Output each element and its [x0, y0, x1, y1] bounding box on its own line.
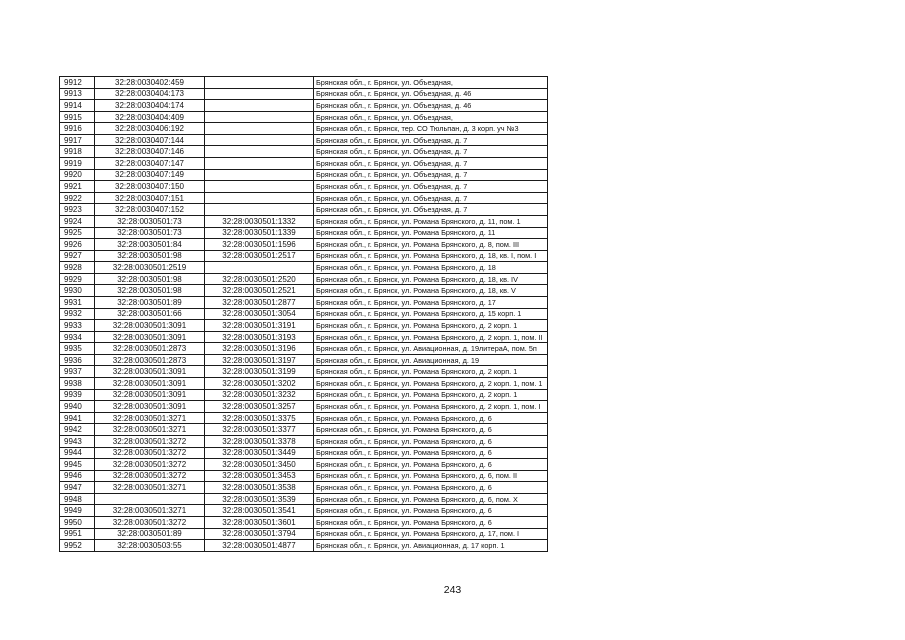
- cadastral-number-cell: 32:28:0030406:192: [95, 123, 205, 135]
- table-row: [60, 239, 548, 251]
- address-cell: Брянская обл., г. Брянск, ул. Романа Брянского, д. 18, кв. I, пом. I: [314, 250, 548, 262]
- cadastral-number-cell: 32:28:0030501:3091: [95, 320, 205, 332]
- linked-cadastral-number-cell: 32:28:0030501:2877: [205, 296, 314, 308]
- row-number-cell: 9927: [60, 250, 95, 262]
- linked-cadastral-number-cell: [205, 204, 314, 216]
- address-cell: Брянская обл., г. Брянск, тер. СО Тюльпан, д. 3 корп. уч №3: [314, 123, 548, 135]
- row-number-cell: 9928: [60, 262, 95, 274]
- address-cell: Брянская обл., г. Брянск, ул. Романа Брянского, д. 2 корп. 1: [314, 389, 548, 401]
- row-number-cell: 9918: [60, 146, 95, 158]
- table-row: [60, 308, 548, 320]
- table-row: [60, 528, 548, 540]
- linked-cadastral-number-cell: [205, 111, 314, 123]
- address-cell: Брянская обл., г. Брянск, ул. Романа Брянского, д. 2 корп. 1: [314, 320, 548, 332]
- address-cell: Брянская обл., г. Брянск, ул. Объездная, д. 7: [314, 169, 548, 181]
- cadastral-number-cell: 32:28:0030402:459: [95, 77, 205, 89]
- row-number-cell: 9913: [60, 88, 95, 100]
- address-cell: Брянская обл., г. Брянск, ул. Романа Брянского, д. 18, кв. V: [314, 285, 548, 297]
- address-cell: Брянская обл., г. Брянск, ул. Романа Брянского, д. 2 корп. 1, пом. II: [314, 331, 548, 343]
- table-row: [60, 516, 548, 528]
- linked-cadastral-number-cell: [205, 146, 314, 158]
- address-cell: Брянская обл., г. Брянск, ул. Авиационная, д. 17 корп. 1: [314, 540, 548, 552]
- cadastral-number-cell: 32:28:0030407:151: [95, 192, 205, 204]
- row-number-cell: 9931: [60, 296, 95, 308]
- linked-cadastral-number-cell: 32:28:0030501:3375: [205, 412, 314, 424]
- linked-cadastral-number-cell: 32:28:0030501:3538: [205, 482, 314, 494]
- address-cell: Брянская обл., г. Брянск, ул. Романа Брянского, д. 11: [314, 227, 548, 239]
- cadastral-number-cell: 32:28:0030501:3272: [95, 516, 205, 528]
- address-cell: Брянская обл., г. Брянск, ул. Романа Брянского, д. 6: [314, 482, 548, 494]
- cadastral-number-cell: 32:28:0030501:84: [95, 239, 205, 251]
- linked-cadastral-number-cell: [205, 181, 314, 193]
- cadastral-number-cell: 32:28:0030501:89: [95, 296, 205, 308]
- table-row: [60, 100, 548, 112]
- address-cell: Брянская обл., г. Брянск, ул. Объездная,: [314, 77, 548, 89]
- address-cell: Брянская обл., г. Брянск, ул. Романа Брянского, д. 6: [314, 412, 548, 424]
- table-row: [60, 296, 548, 308]
- row-number-cell: 9946: [60, 470, 95, 482]
- row-number-cell: 9940: [60, 401, 95, 413]
- row-number-cell: 9949: [60, 505, 95, 517]
- address-cell: Брянская обл., г. Брянск, ул. Романа Брянского, д. 2 корп. 1: [314, 366, 548, 378]
- linked-cadastral-number-cell: 32:28:0030501:3202: [205, 378, 314, 390]
- row-number-cell: 9944: [60, 447, 95, 459]
- linked-cadastral-number-cell: 32:28:0030501:3449: [205, 447, 314, 459]
- linked-cadastral-number-cell: 32:28:0030501:1596: [205, 239, 314, 251]
- table-row: [60, 320, 548, 332]
- address-cell: Брянская обл., г. Брянск, ул. Романа Брянского, д. 6, пом. X: [314, 493, 548, 505]
- row-number-cell: 9934: [60, 331, 95, 343]
- row-number-cell: 9920: [60, 169, 95, 181]
- address-cell: Брянская обл., г. Брянск, ул. Авиационная, д. 19литераА, пом. 5п: [314, 343, 548, 355]
- linked-cadastral-number-cell: [205, 192, 314, 204]
- table-row: [60, 158, 548, 170]
- cadastral-number-cell: 32:28:0030503:55: [95, 540, 205, 552]
- linked-cadastral-number-cell: 32:28:0030501:3199: [205, 366, 314, 378]
- linked-cadastral-number-cell: [205, 77, 314, 89]
- cadastral-number-cell: 32:28:0030501:3091: [95, 366, 205, 378]
- linked-cadastral-number-cell: 32:28:0030501:2520: [205, 273, 314, 285]
- table-row: [60, 250, 548, 262]
- row-number-cell: 9924: [60, 215, 95, 227]
- linked-cadastral-number-cell: [205, 262, 314, 274]
- row-number-cell: 9952: [60, 540, 95, 552]
- address-cell: Брянская обл., г. Брянск, ул. Романа Брянского, д. 2 корп. 1, пом. 1: [314, 378, 548, 390]
- table-row: [60, 505, 548, 517]
- cadastral-number-cell: 32:28:0030501:3271: [95, 424, 205, 436]
- cadastral-number-cell: 32:28:0030407:152: [95, 204, 205, 216]
- address-cell: Брянская обл., г. Брянск, ул. Объездная, д. 7: [314, 146, 548, 158]
- table-row: [60, 435, 548, 447]
- row-number-cell: 9922: [60, 192, 95, 204]
- linked-cadastral-number-cell: [205, 169, 314, 181]
- address-cell: Брянская обл., г. Брянск, ул. Объездная, д. 46: [314, 88, 548, 100]
- linked-cadastral-number-cell: 32:28:0030501:3377: [205, 424, 314, 436]
- cadastral-number-cell: [95, 493, 205, 505]
- table-row: [60, 262, 548, 274]
- row-number-cell: 9930: [60, 285, 95, 297]
- address-cell: Брянская обл., г. Брянск, ул. Объездная, д. 7: [314, 192, 548, 204]
- address-cell: Брянская обл., г. Брянск, ул. Романа Брянского, д. 11, пом. 1: [314, 215, 548, 227]
- cadastral-number-cell: 32:28:0030501:3271: [95, 482, 205, 494]
- table-row: [60, 88, 548, 100]
- linked-cadastral-number-cell: 32:28:0030501:3601: [205, 516, 314, 528]
- cadastral-number-cell: 32:28:0030501:3091: [95, 331, 205, 343]
- cadastral-number-cell: 32:28:0030404:174: [95, 100, 205, 112]
- cadastral-number-cell: 32:28:0030501:3091: [95, 389, 205, 401]
- row-number-cell: 9938: [60, 378, 95, 390]
- row-number-cell: 9925: [60, 227, 95, 239]
- address-cell: Брянская обл., г. Брянск, ул. Романа Брянского, д. 6: [314, 447, 548, 459]
- address-cell: Брянская обл., г. Брянск, ул. Романа Брянского, д. 6: [314, 424, 548, 436]
- linked-cadastral-number-cell: [205, 100, 314, 112]
- address-cell: Брянская обл., г. Брянск, ул. Романа Брянского, д. 6: [314, 516, 548, 528]
- address-cell: Брянская обл., г. Брянск, ул. Объездная,: [314, 111, 548, 123]
- row-number-cell: 9912: [60, 77, 95, 89]
- address-cell: Брянская обл., г. Брянск, ул. Романа Брянского, д. 6, пом. II: [314, 470, 548, 482]
- row-number-cell: 9919: [60, 158, 95, 170]
- linked-cadastral-number-cell: 32:28:0030501:3541: [205, 505, 314, 517]
- row-number-cell: 9916: [60, 123, 95, 135]
- table-row: [60, 181, 548, 193]
- table-row: [60, 459, 548, 471]
- linked-cadastral-number-cell: [205, 158, 314, 170]
- table-row: [60, 204, 548, 216]
- address-cell: Брянская обл., г. Брянск, ул. Объездная, д. 7: [314, 158, 548, 170]
- linked-cadastral-number-cell: 32:28:0030501:2517: [205, 250, 314, 262]
- cadastral-number-cell: 32:28:0030501:2873: [95, 354, 205, 366]
- page-number: 243: [443, 584, 462, 596]
- linked-cadastral-number-cell: 32:28:0030501:1339: [205, 227, 314, 239]
- table-row: [60, 111, 548, 123]
- address-cell: Брянская обл., г. Брянск, ул. Романа Брянского, д. 6: [314, 435, 548, 447]
- row-number-cell: 9951: [60, 528, 95, 540]
- row-number-cell: 9929: [60, 273, 95, 285]
- row-number-cell: 9945: [60, 459, 95, 471]
- address-cell: Брянская обл., г. Брянск, ул. Объездная, д. 7: [314, 204, 548, 216]
- cadastral-number-cell: 32:28:0030501:2519: [95, 262, 205, 274]
- row-number-cell: 9933: [60, 320, 95, 332]
- address-cell: Брянская обл., г. Брянск, ул. Романа Брянского, д. 6: [314, 459, 548, 471]
- table-row: [60, 215, 548, 227]
- row-number-cell: 9939: [60, 389, 95, 401]
- row-number-cell: 9941: [60, 412, 95, 424]
- cadastral-number-cell: 32:28:0030501:3091: [95, 401, 205, 413]
- address-cell: Брянская обл., г. Брянск, ул. Романа Брянского, д. 8, пом. III: [314, 239, 548, 251]
- register-table-body: [60, 77, 548, 552]
- table-row: [60, 354, 548, 366]
- linked-cadastral-number-cell: [205, 88, 314, 100]
- table-row: [60, 378, 548, 390]
- cadastral-number-cell: 32:28:0030407:144: [95, 134, 205, 146]
- table-row: [60, 401, 548, 413]
- linked-cadastral-number-cell: [205, 123, 314, 135]
- linked-cadastral-number-cell: 32:28:0030501:3232: [205, 389, 314, 401]
- table-row: [60, 192, 548, 204]
- cadastral-number-cell: 32:28:0030501:2873: [95, 343, 205, 355]
- row-number-cell: 9932: [60, 308, 95, 320]
- table-row: [60, 331, 548, 343]
- table-row: [60, 493, 548, 505]
- cadastral-number-cell: 32:28:0030501:98: [95, 273, 205, 285]
- cadastral-number-cell: 32:28:0030407:150: [95, 181, 205, 193]
- cadastral-number-cell: 32:28:0030404:173: [95, 88, 205, 100]
- linked-cadastral-number-cell: 32:28:0030501:3257: [205, 401, 314, 413]
- address-cell: Брянская обл., г. Брянск, ул. Романа Брянского, д. 6: [314, 505, 548, 517]
- table-row: [60, 134, 548, 146]
- cadastral-number-cell: 32:28:0030501:73: [95, 227, 205, 239]
- linked-cadastral-number-cell: 32:28:0030501:1332: [205, 215, 314, 227]
- linked-cadastral-number-cell: 32:28:0030501:3453: [205, 470, 314, 482]
- table-row: [60, 424, 548, 436]
- row-number-cell: 9923: [60, 204, 95, 216]
- address-cell: Брянская обл., г. Брянск, ул. Романа Брянского, д. 18: [314, 262, 548, 274]
- linked-cadastral-number-cell: 32:28:0030501:3197: [205, 354, 314, 366]
- table-row: [60, 447, 548, 459]
- cadastral-number-cell: 32:28:0030501:3091: [95, 378, 205, 390]
- cadastral-number-cell: 32:28:0030501:3271: [95, 412, 205, 424]
- table-row: [60, 389, 548, 401]
- row-number-cell: 9926: [60, 239, 95, 251]
- linked-cadastral-number-cell: 32:28:0030501:3539: [205, 493, 314, 505]
- cadastral-number-cell: 32:28:0030407:149: [95, 169, 205, 181]
- linked-cadastral-number-cell: 32:28:0030501:3794: [205, 528, 314, 540]
- property-register-table: [59, 76, 548, 552]
- address-cell: Брянская обл., г. Брянск, ул. Авиационная, д. 19: [314, 354, 548, 366]
- cadastral-number-cell: 32:28:0030407:146: [95, 146, 205, 158]
- table-row: [60, 146, 548, 158]
- row-number-cell: 9942: [60, 424, 95, 436]
- cadastral-number-cell: 32:28:0030501:98: [95, 250, 205, 262]
- cadastral-number-cell: 32:28:0030501:3272: [95, 459, 205, 471]
- row-number-cell: 9937: [60, 366, 95, 378]
- linked-cadastral-number-cell: 32:28:0030501:3054: [205, 308, 314, 320]
- row-number-cell: 9950: [60, 516, 95, 528]
- row-number-cell: 9914: [60, 100, 95, 112]
- cadastral-number-cell: 32:28:0030501:98: [95, 285, 205, 297]
- linked-cadastral-number-cell: 32:28:0030501:4877: [205, 540, 314, 552]
- address-cell: Брянская обл., г. Брянск, ул. Романа Брянского, д. 17: [314, 296, 548, 308]
- table-row: [60, 285, 548, 297]
- table-row: [60, 412, 548, 424]
- address-cell: Брянская обл., г. Брянск, ул. Романа Брянского, д. 15 корп. 1: [314, 308, 548, 320]
- linked-cadastral-number-cell: [205, 134, 314, 146]
- address-cell: Брянская обл., г. Брянск, ул. Объездная, д. 7: [314, 134, 548, 146]
- cadastral-number-cell: 32:28:0030501:3272: [95, 447, 205, 459]
- cadastral-number-cell: 32:28:0030501:3271: [95, 505, 205, 517]
- table-row: [60, 227, 548, 239]
- table-row: [60, 77, 548, 89]
- linked-cadastral-number-cell: 32:28:0030501:3193: [205, 331, 314, 343]
- cadastral-number-cell: 32:28:0030501:3272: [95, 435, 205, 447]
- table-row: [60, 343, 548, 355]
- document-page-table-area: [59, 76, 547, 552]
- table-row: [60, 169, 548, 181]
- row-number-cell: 9915: [60, 111, 95, 123]
- row-number-cell: 9948: [60, 493, 95, 505]
- address-cell: Брянская обл., г. Брянск, ул. Романа Брянского, д. 17, пом. I: [314, 528, 548, 540]
- cadastral-number-cell: 32:28:0030404:409: [95, 111, 205, 123]
- table-row: [60, 123, 548, 135]
- cadastral-number-cell: 32:28:0030407:147: [95, 158, 205, 170]
- table-row: [60, 540, 548, 552]
- linked-cadastral-number-cell: 32:28:0030501:3378: [205, 435, 314, 447]
- table-row: [60, 482, 548, 494]
- table-row: [60, 366, 548, 378]
- table-row: [60, 470, 548, 482]
- row-number-cell: 9921: [60, 181, 95, 193]
- linked-cadastral-number-cell: 32:28:0030501:3191: [205, 320, 314, 332]
- linked-cadastral-number-cell: 32:28:0030501:2521: [205, 285, 314, 297]
- linked-cadastral-number-cell: 32:28:0030501:3450: [205, 459, 314, 471]
- address-cell: Брянская обл., г. Брянск, ул. Объездная, д. 7: [314, 181, 548, 193]
- cadastral-number-cell: 32:28:0030501:66: [95, 308, 205, 320]
- linked-cadastral-number-cell: 32:28:0030501:3196: [205, 343, 314, 355]
- cadastral-number-cell: 32:28:0030501:3272: [95, 470, 205, 482]
- address-cell: Брянская обл., г. Брянск, ул. Объездная, д. 46: [314, 100, 548, 112]
- row-number-cell: 9936: [60, 354, 95, 366]
- address-cell: Брянская обл., г. Брянск, ул. Романа Брянского, д. 18, кв. IV: [314, 273, 548, 285]
- table-row: [60, 273, 548, 285]
- row-number-cell: 9917: [60, 134, 95, 146]
- address-cell: Брянская обл., г. Брянск, ул. Романа Брянского, д. 2 корп. 1, пом. I: [314, 401, 548, 413]
- row-number-cell: 9943: [60, 435, 95, 447]
- cadastral-number-cell: 32:28:0030501:73: [95, 215, 205, 227]
- cadastral-number-cell: 32:28:0030501:89: [95, 528, 205, 540]
- row-number-cell: 9947: [60, 482, 95, 494]
- row-number-cell: 9935: [60, 343, 95, 355]
